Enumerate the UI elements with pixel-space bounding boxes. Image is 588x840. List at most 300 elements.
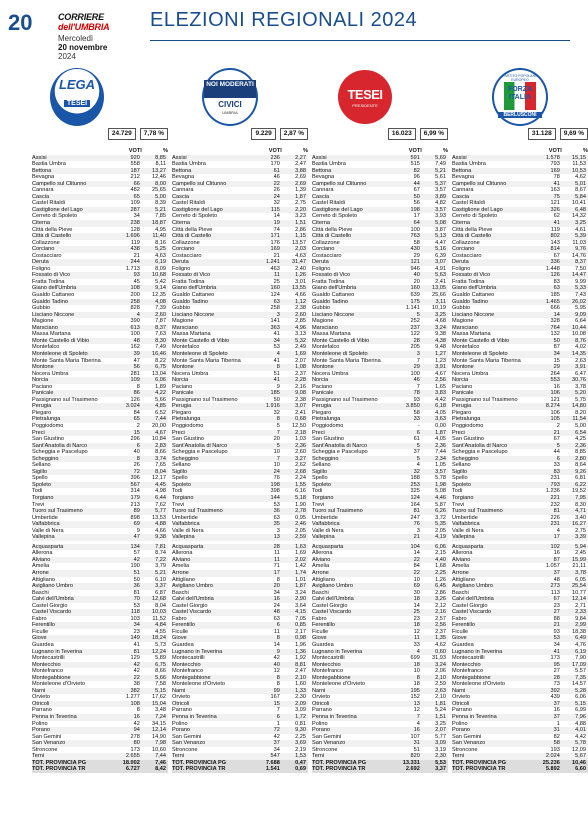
party-logo-box	[452, 68, 588, 126]
comune-name: Perugia	[32, 403, 107, 410]
votes-value: 47	[107, 534, 142, 541]
party-totals	[452, 128, 588, 140]
logo-text: CIVICI	[218, 100, 242, 109]
comune-name: Deruta	[32, 259, 107, 266]
votes-value: 14	[527, 312, 562, 319]
votes-value: 278	[130, 733, 140, 740]
percent-value: 7,96	[562, 714, 588, 721]
comune-name: Bevagna	[172, 174, 195, 181]
percent-value: 34,15	[152, 720, 166, 727]
votes-value: 53	[527, 635, 562, 642]
comune-name: Sigillo	[312, 469, 387, 476]
comune-name: Lugnano in Teverina	[172, 649, 247, 656]
percent-value: 2,40	[295, 265, 306, 272]
votes-value: 44	[387, 181, 422, 188]
comune-name: Cerreto di Spoleto	[312, 213, 358, 220]
votes-value: 61	[413, 436, 420, 443]
votes-value: 1.141	[405, 305, 420, 312]
percent-value: 10,46	[562, 760, 588, 767]
percent-value: 6,47	[575, 370, 586, 377]
comune-name: Castel Giorgio	[172, 602, 208, 609]
percent-value: 5,66	[155, 396, 166, 403]
percent-value: 2,17	[295, 628, 306, 635]
votes-value: 273	[527, 583, 562, 590]
votes-value: 515	[410, 161, 420, 168]
percent-value: 14,32	[572, 213, 586, 220]
comune-name: Bettona	[32, 168, 107, 175]
logo-text: UMBRIA	[69, 106, 85, 112]
votes-value: 28	[387, 338, 422, 345]
comune-name: Scheggino	[312, 456, 387, 463]
votes-value: 34	[273, 746, 280, 753]
comune-name: Castel Viscardo	[312, 609, 387, 616]
comune-name: Montefalco	[312, 344, 340, 351]
percent-value: 1,33	[282, 688, 308, 695]
comune-name: TOT. PROVINCIA PG	[32, 760, 107, 767]
votes-value: 1.696	[107, 233, 142, 240]
percent-value: 7,44	[435, 449, 446, 456]
newspaper-logo	[58, 12, 128, 32]
percent-value: 2,46	[282, 521, 308, 528]
comune-name: Norcia	[452, 377, 527, 384]
percent-value: 6,10	[155, 576, 166, 583]
comune-name: Umbertide	[312, 514, 338, 521]
percent-value: 5,20	[562, 390, 588, 397]
votes-value: 24	[273, 602, 280, 609]
comune-name: Parrano	[32, 707, 52, 714]
comune-name: Montecastrilli	[32, 655, 65, 662]
comune-name: Fossato di Vico	[312, 272, 387, 279]
total-votes: 24.729	[108, 128, 136, 140]
votes-value: 4	[416, 462, 420, 469]
votes-value: 63	[527, 285, 562, 292]
percent-value: 2,41	[295, 409, 306, 416]
comune-name: Magione	[32, 318, 54, 325]
logo-text: LEGA	[58, 76, 96, 92]
comune-name: Gualdo Tadino	[452, 299, 527, 306]
comune-name: Vallepina	[452, 534, 527, 541]
comune-name: Scheggino	[452, 456, 527, 463]
votes-value: 80	[107, 740, 142, 747]
percent-value: 5,78	[435, 475, 446, 482]
votes-value: 66	[107, 181, 142, 188]
votes-value: 81	[133, 589, 140, 596]
votes-value: 1.277	[125, 694, 140, 701]
votes-value: 33	[553, 462, 560, 469]
percent-value: 8,37	[562, 259, 588, 266]
votes-value: 325	[410, 488, 420, 495]
percent-value: 8,00	[142, 181, 168, 188]
party-column-tesei	[312, 68, 448, 773]
percent-value: 10,53	[562, 168, 588, 175]
percent-value: 12,14	[142, 727, 168, 734]
percent-value: 4,82	[435, 200, 446, 207]
percent-value: 5,61	[435, 174, 446, 181]
percent-value: 26,02	[562, 299, 588, 306]
percent-value: 2,27	[282, 155, 308, 162]
comune-name: Scheggia e Pascelupo	[312, 449, 368, 456]
votes-value: 34	[273, 589, 280, 596]
comune-name: Paciano	[452, 383, 473, 390]
votes-value: 212	[130, 174, 140, 181]
votes-value: 50	[527, 338, 562, 345]
percent-value: 3,78	[562, 570, 588, 577]
percent-value: 14,80	[562, 403, 588, 410]
votes-value: 100	[410, 226, 420, 233]
votes-value: 50	[387, 194, 422, 201]
percent-value: 2,47	[295, 161, 306, 168]
votes-value: 11	[247, 272, 282, 279]
percent-value: 19,52	[572, 488, 586, 495]
comune-name: Valfabbrica	[452, 521, 527, 528]
percent-value: 0,47	[282, 760, 308, 767]
comune-name: Collazzone	[172, 239, 200, 246]
percent-value: 4,88	[575, 720, 586, 727]
votes-value: 34	[247, 338, 282, 345]
votes-value: 40	[387, 272, 422, 279]
percent-value: 2,63	[575, 357, 586, 364]
percent-value: 8,74	[155, 550, 166, 557]
percent-value: 1,96	[295, 642, 306, 649]
votes-value: 24	[247, 469, 282, 476]
votes-value: 27	[553, 668, 560, 675]
percent-value: 7,95	[562, 495, 588, 502]
percent-value: 4,88	[142, 521, 168, 528]
votes-value: 23	[133, 628, 140, 635]
percent-value: 12,09	[572, 746, 586, 753]
votes-value: 16	[553, 550, 560, 557]
comune-name: Campello sul Clitunno	[32, 181, 107, 188]
votes-value: 2	[136, 422, 140, 429]
votes-value: 314	[130, 488, 140, 495]
percent-value: 4,45	[142, 482, 168, 489]
comune-name: Montefalco	[32, 344, 60, 351]
percent-value: 2,63	[422, 688, 448, 695]
comune-name: Torgiano	[452, 495, 527, 502]
votes-value: 67	[553, 252, 560, 259]
party-column-fi	[452, 68, 588, 773]
comune-name: Montegabbione	[172, 675, 247, 682]
percent-value: 5,69	[422, 155, 448, 162]
percent-value: 7,58	[155, 681, 166, 688]
comune-name: Passignano sul Trasimeno	[312, 396, 378, 403]
comune-name: Fratta Todina	[312, 278, 345, 285]
percent-value: 17,62	[152, 694, 166, 701]
votes-value: 108	[107, 701, 142, 708]
votes-value: 129	[130, 655, 140, 662]
percent-value: 21,11	[572, 563, 586, 570]
comune-name: Trevi	[312, 501, 325, 508]
votes-value: 814	[527, 246, 562, 253]
votes-value: 13	[247, 534, 282, 541]
votes-value: 108	[107, 285, 142, 292]
votes-value: 47	[133, 357, 140, 364]
votes-value: 15	[553, 357, 560, 364]
comune-name: Sellano	[172, 462, 191, 469]
total-row	[32, 766, 168, 773]
comune-name: Preci	[172, 430, 247, 437]
votes-value: 171	[247, 233, 282, 240]
votes-value: 31	[387, 740, 422, 747]
percent-value: 9,38	[435, 331, 446, 338]
votes-value: 398	[270, 488, 280, 495]
votes-value: 128	[130, 226, 140, 233]
votes-value: 3	[416, 527, 420, 534]
votes-value: 7	[247, 430, 282, 437]
votes-value: 190	[130, 563, 140, 570]
comune-name: Acquasparta	[172, 544, 247, 551]
percent-value: 4,76	[575, 642, 586, 649]
votes-value: 200	[130, 292, 140, 299]
comune-name: Scheggino	[32, 456, 107, 463]
votes-value: 4	[387, 649, 422, 656]
comune-name: Lisciano Niccone	[172, 312, 247, 319]
votes-value: 5	[247, 443, 282, 450]
votes-value: 76	[273, 475, 280, 482]
comune-name: Foligno	[32, 265, 51, 272]
percent-value: 11,53	[572, 161, 586, 168]
votes-value: 793	[527, 482, 562, 489]
comune-name: Acquasparta	[312, 544, 387, 551]
noi-moderati-logo	[202, 68, 258, 126]
comune-name: Nocera Umbra	[172, 370, 209, 377]
comune-name: Monte Castello di Vibio	[452, 338, 527, 345]
comune-name: Costacciaro	[452, 252, 482, 259]
votes-value: 438	[107, 246, 142, 253]
percent-value: 3,89	[422, 194, 448, 201]
percent-value: 5,94	[562, 544, 588, 551]
votes-value: 20	[247, 583, 282, 590]
comune-name: Vallepina	[172, 534, 247, 541]
votes-value: 51	[413, 746, 420, 753]
percent-value: 8,30	[142, 338, 168, 345]
percent-value: 3,25	[435, 720, 446, 727]
comune-name: Allerona	[312, 550, 333, 557]
comune-name: Guardea	[312, 642, 334, 649]
total-row	[452, 766, 588, 773]
comune-name: Acquasparta	[452, 544, 527, 551]
comune-name: Fabro	[32, 615, 47, 622]
votes-value: 392	[527, 688, 562, 695]
comune-name: Penna in Teverina	[452, 714, 527, 721]
newspaper-name-b: dell'UMBRIA	[58, 22, 110, 32]
comune-name: Todi	[172, 488, 183, 495]
percent-value: 7,49	[155, 344, 166, 351]
votes-value: 547	[247, 753, 282, 760]
votes-value: 5.892	[527, 766, 562, 773]
votes-value: 169	[247, 246, 282, 253]
votes-value: 8	[247, 675, 282, 682]
percent-value: 2,34	[422, 456, 448, 463]
votes-value: 8	[387, 675, 422, 682]
comune-name: Bevagna	[312, 174, 335, 181]
votes-value: 83	[553, 278, 560, 285]
percent-value: 7,81	[142, 544, 168, 551]
percent-value: 2,60	[142, 312, 168, 319]
comune-name: Terni	[312, 753, 387, 760]
logo-text: UMBRIA	[222, 110, 238, 115]
comune-name: Bevagna	[32, 174, 55, 181]
logo-text: TESEI	[64, 100, 90, 107]
comune-name: Castel Viscardo	[172, 609, 247, 616]
comune-name: Lugnano in Teverina	[32, 649, 107, 656]
comune-name: Guardea	[32, 642, 54, 649]
comune-name: Bevagna	[452, 174, 475, 181]
comune-name: Scheggia e Pascelupo	[32, 449, 88, 456]
percent-value: 5,00	[575, 422, 586, 429]
votes-value: 31	[527, 727, 562, 734]
comune-name: Narni	[452, 688, 527, 695]
percent-value: 5,87	[435, 501, 446, 508]
percent-value: 3,48	[155, 707, 166, 714]
votes-value: 105	[527, 416, 562, 423]
percent-value: 13,05	[422, 285, 448, 292]
comune-name: Scheggino	[172, 456, 247, 463]
comune-name: Castel Giorgio	[312, 602, 348, 609]
comune-name: Preci	[312, 430, 387, 437]
votes-value: 7	[276, 707, 280, 714]
percent-value: 12,35	[152, 292, 166, 299]
percent-value: 4,62	[575, 174, 586, 181]
comune-name: Scheggia e Pascelupo	[172, 449, 228, 456]
logo-text: FORZA ITALIA	[507, 86, 533, 101]
percent-value: 4,47	[435, 239, 446, 246]
votes-value: 41	[527, 181, 562, 188]
comune-name: Spello	[452, 475, 468, 482]
votes-value: 53	[273, 344, 280, 351]
percent-value: 9,99	[575, 278, 586, 285]
comune-name: Montefalco	[452, 344, 480, 351]
comune-name: Avigliano Umbro	[32, 583, 107, 590]
percent-value: 12,17	[152, 475, 166, 482]
comune-name: Penna in Teverina	[312, 714, 387, 721]
votes-value: 72	[107, 469, 142, 476]
total-row	[172, 766, 308, 773]
comune-name: Trevi	[32, 501, 45, 508]
votes-value: 170	[270, 161, 280, 168]
votes-value: 29	[413, 252, 420, 259]
comune-name: Castiglione del Lago	[312, 207, 387, 214]
votes-value: 37	[247, 740, 282, 747]
votes-value: 12	[413, 707, 420, 714]
votes-value: 187	[107, 168, 142, 175]
percent-value: 11,40	[142, 233, 168, 240]
percent-value: 6,06	[142, 377, 168, 384]
comune-name: Costacciaro	[172, 252, 202, 259]
percent-value: 2,30	[295, 694, 306, 701]
comune-name: Amelia	[32, 563, 50, 570]
percent-value: 6,45	[422, 583, 448, 590]
percent-value: 6,39	[435, 252, 446, 259]
percent-value: 1,26	[282, 272, 308, 279]
percent-value: 6,06	[422, 544, 448, 551]
votes-value: 553	[527, 377, 562, 384]
percent-value: 25,65	[152, 187, 166, 194]
tesei-presidente-logo	[338, 70, 392, 124]
percent-value: 3,19	[435, 746, 446, 753]
votes-value: 28	[527, 675, 562, 682]
percent-value: 2,37	[295, 370, 306, 377]
comune-name: Montecastrilli	[452, 655, 485, 662]
votes-value: 22	[387, 557, 422, 564]
comune-name: Montone	[452, 364, 527, 371]
percent-value: 1,69	[282, 351, 308, 358]
comune-name: Otricoli	[172, 701, 247, 708]
comune-name: Monteleone d'Orvieto	[172, 681, 225, 688]
percent-value: 1,27	[422, 351, 448, 358]
votes-value: 40	[247, 662, 282, 669]
comune-name: Montone	[32, 364, 107, 371]
total-percent: 7,78 %	[140, 128, 168, 140]
percent-value: 6,75	[142, 364, 168, 371]
comune-name: Poggiodomo	[452, 422, 484, 429]
comune-name: Acquasparta	[32, 544, 107, 551]
comune-name: Montegabbione	[452, 675, 527, 682]
votes-value: 13.331	[387, 760, 422, 767]
comune-name: Città della Pieve	[452, 226, 493, 233]
page-header	[0, 0, 580, 61]
percent-value: 4,85	[142, 403, 168, 410]
percent-value: 8,39	[155, 200, 166, 207]
percent-value: 1,87	[282, 194, 308, 201]
percent-value: 1,05	[435, 462, 446, 469]
comune-name: Castel Ritaldi	[452, 200, 485, 207]
percent-value: 6,06	[575, 694, 586, 701]
votes-value: 37	[413, 449, 420, 456]
percent-value: 4,66	[155, 527, 166, 534]
votes-value: 134	[107, 544, 142, 551]
percent-value: 5,37	[422, 181, 448, 188]
votes-value: 21	[387, 534, 422, 541]
votes-value: 42	[107, 662, 142, 669]
comune-name: Spello	[32, 475, 48, 482]
comune-name: Parrano	[452, 707, 472, 714]
percent-value: 2,57	[435, 615, 446, 622]
comune-name: Gualdo Cattaneo	[32, 292, 75, 299]
comune-name: Gualdo Cattaneo	[312, 292, 355, 299]
votes-value: 12	[413, 628, 420, 635]
percent-value: 6,18	[422, 403, 448, 410]
percent-value: 25,66	[432, 292, 446, 299]
votes-value: 76	[387, 521, 422, 528]
comune-name: Todi	[312, 488, 323, 495]
comune-name: San Venanzo	[452, 740, 527, 747]
percent-value: 7,24	[142, 714, 168, 721]
votes-value: 119	[550, 226, 560, 233]
percent-value: 3,40	[575, 514, 586, 521]
percent-value: 5,73	[155, 642, 166, 649]
percent-value: 31,93	[432, 655, 446, 662]
votes-value: 37	[527, 701, 562, 708]
percent-value: 13,04	[152, 370, 166, 377]
votes-value: 188	[410, 475, 420, 482]
percent-value: 10,08	[572, 331, 586, 338]
percent-value: 6,64	[575, 318, 586, 325]
percent-value: 2,75	[575, 527, 586, 534]
votes-value: 5	[387, 456, 422, 463]
percent-value: 4,01	[562, 727, 588, 734]
votes-value: 103	[130, 615, 140, 622]
percent-value: 1,87	[282, 583, 308, 590]
percent-value: 9,38	[142, 534, 168, 541]
votes-value: 44	[553, 449, 560, 456]
votes-value: 22	[107, 675, 142, 682]
votes-value: 20	[273, 436, 280, 443]
percent-value: 5,13	[422, 233, 448, 240]
votes-value: 6.727	[107, 766, 142, 773]
votes-value: 100	[410, 370, 420, 377]
comune-name: Foligno	[172, 265, 191, 272]
